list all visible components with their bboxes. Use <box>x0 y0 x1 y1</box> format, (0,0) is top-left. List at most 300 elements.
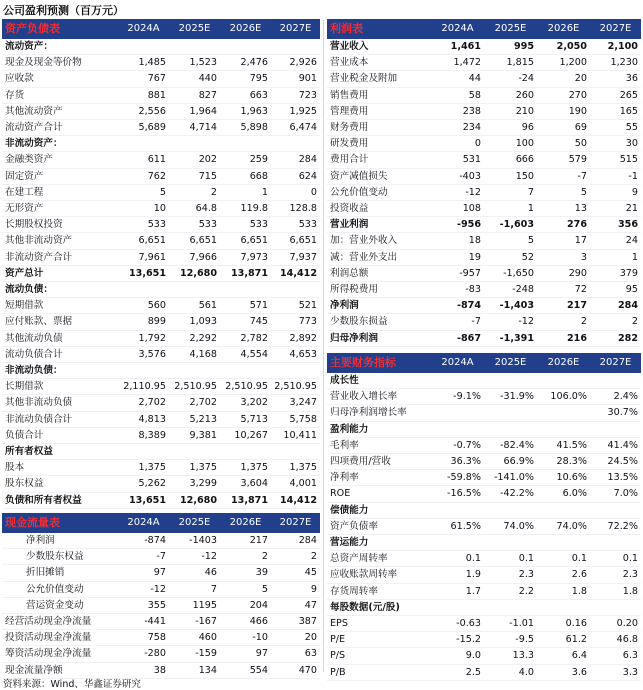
row-value: 63 <box>271 646 320 662</box>
row-value: 150 <box>484 168 537 184</box>
row-value: 14,412 <box>271 265 320 281</box>
row-value: -1,603 <box>484 217 537 233</box>
table-row <box>327 249 641 265</box>
row-label: 净利润 <box>327 298 431 314</box>
row-label: 经营活动现金净流量 <box>2 614 118 630</box>
row-value: 39 <box>220 565 271 581</box>
table-row <box>327 599 641 615</box>
row-label: 偿债能力 <box>327 502 431 518</box>
key-indicators-table <box>327 353 641 681</box>
row-label: 营业收入增长率 <box>327 389 431 405</box>
table-row <box>2 201 320 217</box>
row-value: 28.3% <box>537 454 590 470</box>
table-row <box>2 363 320 379</box>
row-value <box>431 405 484 421</box>
row-value: 20 <box>537 71 590 87</box>
row-value <box>484 599 537 615</box>
row-value: -12 <box>431 184 484 200</box>
row-value: 13,871 <box>220 492 271 508</box>
row-value: 13.5% <box>590 470 641 486</box>
table-row <box>2 217 320 233</box>
row-value: 1,375 <box>169 460 220 476</box>
row-value: 2 <box>169 184 220 200</box>
row-value: 4.0 <box>484 664 537 680</box>
row-value: 20 <box>271 630 320 646</box>
table-row <box>327 486 641 502</box>
row-value <box>118 136 169 152</box>
table-row <box>327 298 641 314</box>
row-value: -441 <box>118 614 169 630</box>
row-value: 533 <box>271 217 320 233</box>
row-value: 38 <box>118 662 169 678</box>
row-value: -159 <box>169 646 220 662</box>
row-value: 379 <box>590 265 641 281</box>
row-value <box>590 535 641 551</box>
row-value <box>590 599 641 615</box>
row-value <box>169 282 220 298</box>
row-value: 899 <box>118 314 169 330</box>
income-statement-table <box>327 19 641 347</box>
row-value: 1,375 <box>271 460 320 476</box>
table-row <box>2 184 320 200</box>
row-value: 355 <box>118 597 169 613</box>
row-label: 非流动资产合计 <box>2 249 118 265</box>
table-row <box>2 71 320 87</box>
row-label: 利润总额 <box>327 265 431 281</box>
row-value <box>220 39 271 55</box>
table-row <box>2 39 320 55</box>
row-value: 723 <box>271 87 320 103</box>
row-value <box>537 405 590 421</box>
row-value <box>484 405 537 421</box>
table-header-row <box>2 513 320 533</box>
year-header: 2024A <box>118 513 169 533</box>
row-value: 515 <box>590 152 641 168</box>
row-value: 3,604 <box>220 476 271 492</box>
row-label: 公允价值变动 <box>2 581 118 597</box>
row-value: 5,689 <box>118 120 169 136</box>
row-label: 应收款 <box>2 71 118 87</box>
row-value: 533 <box>169 217 220 233</box>
row-value: 30 <box>590 136 641 152</box>
table-row <box>2 120 320 136</box>
row-value: 0.16 <box>537 616 590 632</box>
row-value: 6,651 <box>118 233 169 249</box>
table-row <box>327 71 641 87</box>
row-value: 1 <box>484 201 537 217</box>
row-label: 成长性 <box>327 373 431 389</box>
row-label: 资产减值损失 <box>327 168 431 184</box>
row-value <box>118 39 169 55</box>
row-value: 1 <box>590 249 641 265</box>
row-value: 1,963 <box>220 103 271 119</box>
row-value: 0.1 <box>537 551 590 567</box>
row-value <box>590 502 641 518</box>
row-value: 10 <box>118 201 169 217</box>
table-title: 利润表 <box>327 19 431 39</box>
row-value: -12 <box>484 314 537 330</box>
row-label: 固定资产 <box>2 168 118 184</box>
table-row <box>2 265 320 281</box>
row-value: 758 <box>118 630 169 646</box>
year-header: 2027E <box>271 513 320 533</box>
row-value: 1.8 <box>590 583 641 599</box>
row-value: 64.8 <box>169 201 220 217</box>
table-row <box>327 583 641 599</box>
row-value: 663 <box>220 87 271 103</box>
row-value: 5,213 <box>169 411 220 427</box>
table-row <box>2 492 320 508</box>
row-value: 0 <box>431 136 484 152</box>
cash-flow-table <box>2 513 320 679</box>
row-label: 负债合计 <box>2 427 118 443</box>
row-value: -10 <box>220 630 271 646</box>
row-value: -1403 <box>169 533 220 549</box>
row-value: -9.1% <box>431 389 484 405</box>
row-value: 2,292 <box>169 330 220 346</box>
table-row <box>327 87 641 103</box>
row-value: 202 <box>169 152 220 168</box>
table-title: 主要财务指标 <box>327 353 431 373</box>
row-value: 41.5% <box>537 437 590 453</box>
row-label: 应收账款周转率 <box>327 567 431 583</box>
row-value: 533 <box>220 217 271 233</box>
row-value: 1 <box>220 184 271 200</box>
row-value: 2,100 <box>590 39 641 55</box>
row-label: 四项费用/营收 <box>327 454 431 470</box>
row-value: 4,653 <box>271 346 320 362</box>
row-value: 2 <box>590 314 641 330</box>
row-value <box>484 502 537 518</box>
row-value <box>271 39 320 55</box>
table-row <box>327 282 641 298</box>
row-value: 1,375 <box>220 460 271 476</box>
table-row <box>327 535 641 551</box>
row-value: -403 <box>431 168 484 184</box>
row-label: EPS <box>327 616 431 632</box>
row-value: 10,267 <box>220 427 271 443</box>
row-value: 579 <box>537 152 590 168</box>
row-label: 非流动负债合计 <box>2 411 118 427</box>
row-label: 应付账款、票据 <box>2 314 118 330</box>
row-value <box>220 282 271 298</box>
row-value <box>431 535 484 551</box>
table-header-row <box>327 19 641 39</box>
row-value: 356 <box>590 217 641 233</box>
row-label: 筹资活动现金净流量 <box>2 646 118 662</box>
row-value: 2,702 <box>118 395 169 411</box>
row-label: 其他流动负债 <box>2 330 118 346</box>
row-value: 5 <box>118 184 169 200</box>
row-value: 72 <box>537 282 590 298</box>
row-value: -248 <box>484 282 537 298</box>
row-value: 55 <box>590 120 641 136</box>
row-label: P/E <box>327 632 431 648</box>
balance-sheet-table <box>2 19 320 509</box>
row-value: -867 <box>431 330 484 346</box>
table-row <box>327 470 641 486</box>
row-value: 217 <box>220 533 271 549</box>
row-value: 3,202 <box>220 395 271 411</box>
row-value: 666 <box>484 152 537 168</box>
table-row <box>2 87 320 103</box>
row-value: 554 <box>220 662 271 678</box>
table-row <box>2 427 320 443</box>
row-value: -874 <box>118 533 169 549</box>
row-value: 7.0% <box>590 486 641 502</box>
year-header: 2026E <box>537 353 590 373</box>
row-value: 44 <box>431 71 484 87</box>
row-label: 流动资产： <box>2 39 118 55</box>
source-footnote: 资料来源：Wind、华鑫证券研究 <box>3 679 141 690</box>
row-label: 流动资产合计 <box>2 120 118 136</box>
table-row <box>327 648 641 664</box>
row-label: 长期股权投资 <box>2 217 118 233</box>
row-value: 0.1 <box>484 551 537 567</box>
row-value: 773 <box>271 314 320 330</box>
row-label: 营业收入 <box>327 39 431 55</box>
row-value: 260 <box>484 87 537 103</box>
row-value: 0.20 <box>590 616 641 632</box>
row-value: -24 <box>484 71 537 87</box>
row-value: -7 <box>537 168 590 184</box>
row-value: 668 <box>220 168 271 184</box>
row-value <box>169 39 220 55</box>
table-row <box>327 437 641 453</box>
table-row <box>2 395 320 411</box>
row-label: 销售费用 <box>327 87 431 103</box>
row-value: 762 <box>118 168 169 184</box>
row-value: 14,412 <box>271 492 320 508</box>
row-label: 投资活动现金净流量 <box>2 630 118 646</box>
row-value: 611 <box>118 152 169 168</box>
row-value: -141.0% <box>484 470 537 486</box>
year-header: 2025E <box>169 513 220 533</box>
row-value: -0.63 <box>431 616 484 632</box>
year-header: 2024A <box>431 353 484 373</box>
table-row <box>2 330 320 346</box>
row-label: 净利润 <box>2 533 118 549</box>
row-value: 165 <box>590 103 641 119</box>
row-value: -7 <box>431 314 484 330</box>
year-header: 2024A <box>118 19 169 39</box>
row-value: 460 <box>169 630 220 646</box>
table-row <box>327 567 641 583</box>
row-value: 1,792 <box>118 330 169 346</box>
row-value: 7,961 <box>118 249 169 265</box>
row-value: 19 <box>431 249 484 265</box>
table-row <box>327 55 641 71</box>
row-value: 66.9% <box>484 454 537 470</box>
row-value: 284 <box>271 533 320 549</box>
row-label: 现金及现金等价物 <box>2 55 118 71</box>
row-value <box>220 363 271 379</box>
row-value: 9.0 <box>431 648 484 664</box>
row-value: 6.0% <box>537 486 590 502</box>
row-value <box>431 421 484 437</box>
row-label: 营业成本 <box>327 55 431 71</box>
row-value: -7 <box>118 549 169 565</box>
row-value: -280 <box>118 646 169 662</box>
row-value: 795 <box>220 71 271 87</box>
table-row <box>327 136 641 152</box>
row-value: 6.4 <box>537 648 590 664</box>
row-value: 108 <box>431 201 484 217</box>
row-value: 13,651 <box>118 492 169 508</box>
table-row <box>327 184 641 200</box>
table-row <box>2 103 320 119</box>
row-value: 2,110.95 <box>118 379 169 395</box>
row-value: 767 <box>118 71 169 87</box>
table-row <box>327 373 641 389</box>
row-value: 276 <box>537 217 590 233</box>
row-value: 204 <box>220 597 271 613</box>
table-row <box>327 632 641 648</box>
row-label: 归母净利润 <box>327 330 431 346</box>
row-label: 资产负债率 <box>327 518 431 534</box>
row-value: 3.3 <box>590 664 641 680</box>
row-value: 69 <box>537 120 590 136</box>
row-label: 非流动负债： <box>2 363 118 379</box>
row-value: 2.3 <box>484 567 537 583</box>
row-value: 2 <box>220 549 271 565</box>
table-row <box>2 249 320 265</box>
row-value: 46.8 <box>590 632 641 648</box>
row-label: 营业利润 <box>327 217 431 233</box>
table-row <box>2 614 320 630</box>
row-value: 5,713 <box>220 411 271 427</box>
row-value: 1,485 <box>118 55 169 71</box>
row-value: 2,926 <box>271 55 320 71</box>
row-value <box>271 282 320 298</box>
row-value: 8,389 <box>118 427 169 443</box>
row-value <box>590 421 641 437</box>
row-label: 在建工程 <box>2 184 118 200</box>
table-row <box>327 518 641 534</box>
row-value: -12 <box>118 581 169 597</box>
year-header: 2026E <box>220 513 271 533</box>
table-header-row <box>2 19 320 39</box>
row-value: 3,576 <box>118 346 169 362</box>
table-row <box>2 581 320 597</box>
row-value: 4,714 <box>169 120 220 136</box>
row-value: 9 <box>271 581 320 597</box>
row-value: 119.8 <box>220 201 271 217</box>
year-header: 2027E <box>590 353 641 373</box>
row-value <box>537 599 590 615</box>
row-value: -12 <box>169 549 220 565</box>
row-value: 1195 <box>169 597 220 613</box>
table-row <box>327 454 641 470</box>
row-value: 4,813 <box>118 411 169 427</box>
row-label: 总资产周转率 <box>327 551 431 567</box>
row-value: 36 <box>590 71 641 87</box>
row-value: -956 <box>431 217 484 233</box>
row-value: 46 <box>169 565 220 581</box>
row-value: 284 <box>590 298 641 314</box>
row-value: 561 <box>169 298 220 314</box>
row-label: 减：营业外支出 <box>327 249 431 265</box>
row-value <box>271 136 320 152</box>
row-value: 97 <box>118 565 169 581</box>
row-value: 52 <box>484 249 537 265</box>
row-value: -1,650 <box>484 265 537 281</box>
row-value <box>220 444 271 460</box>
row-value: 2.2 <box>484 583 537 599</box>
row-value: 106.0% <box>537 389 590 405</box>
table-row <box>2 549 320 565</box>
row-value: -1,391 <box>484 330 537 346</box>
row-value: 5 <box>484 233 537 249</box>
row-value: 571 <box>220 298 271 314</box>
row-label: 净利率 <box>327 470 431 486</box>
row-value: 1,964 <box>169 103 220 119</box>
row-value: 995 <box>484 39 537 55</box>
row-label: 少数股东权益 <box>2 549 118 565</box>
row-value: 4,168 <box>169 346 220 362</box>
row-label: 其他非流动资产 <box>2 233 118 249</box>
row-value: 560 <box>118 298 169 314</box>
row-value: 2,782 <box>220 330 271 346</box>
row-label: 营运能力 <box>327 535 431 551</box>
row-value: -957 <box>431 265 484 281</box>
table-row <box>2 298 320 314</box>
row-value: 1,375 <box>118 460 169 476</box>
row-value: 9,381 <box>169 427 220 443</box>
row-value: 7,966 <box>169 249 220 265</box>
table-row <box>327 314 641 330</box>
row-value: 1,523 <box>169 55 220 71</box>
table-row <box>327 39 641 55</box>
table-row <box>327 217 641 233</box>
table-row <box>2 314 320 330</box>
row-value: 1.8 <box>537 583 590 599</box>
row-label: 每股数据(元/股) <box>327 599 431 615</box>
table-row <box>327 168 641 184</box>
table-row <box>327 616 641 632</box>
row-value: 7,937 <box>271 249 320 265</box>
row-value: 470 <box>271 662 320 678</box>
row-value: 265 <box>590 87 641 103</box>
row-value: 74.0% <box>537 518 590 534</box>
row-value: 128.8 <box>271 201 320 217</box>
table-header-row <box>327 353 641 373</box>
table-row <box>327 551 641 567</box>
row-label: 财务费用 <box>327 120 431 136</box>
column-divider <box>323 20 324 672</box>
row-value: 190 <box>537 103 590 119</box>
row-value: 521 <box>271 298 320 314</box>
row-value: 30.7% <box>590 405 641 421</box>
row-value: 1,815 <box>484 55 537 71</box>
table-title: 资产负债表 <box>2 19 118 39</box>
row-value: 13,871 <box>220 265 271 281</box>
year-header: 2027E <box>590 19 641 39</box>
row-value: -9.5 <box>484 632 537 648</box>
row-value: 440 <box>169 71 220 87</box>
table-row <box>2 282 320 298</box>
row-value: 61.2 <box>537 632 590 648</box>
row-value: 5 <box>537 184 590 200</box>
row-value: 531 <box>431 152 484 168</box>
table-row <box>327 330 641 346</box>
row-value: 827 <box>169 87 220 103</box>
row-value: 17 <box>537 233 590 249</box>
row-label: 加：营业外收入 <box>327 233 431 249</box>
row-value: 282 <box>590 330 641 346</box>
row-value: 7 <box>169 581 220 597</box>
row-value: 1.7 <box>431 583 484 599</box>
